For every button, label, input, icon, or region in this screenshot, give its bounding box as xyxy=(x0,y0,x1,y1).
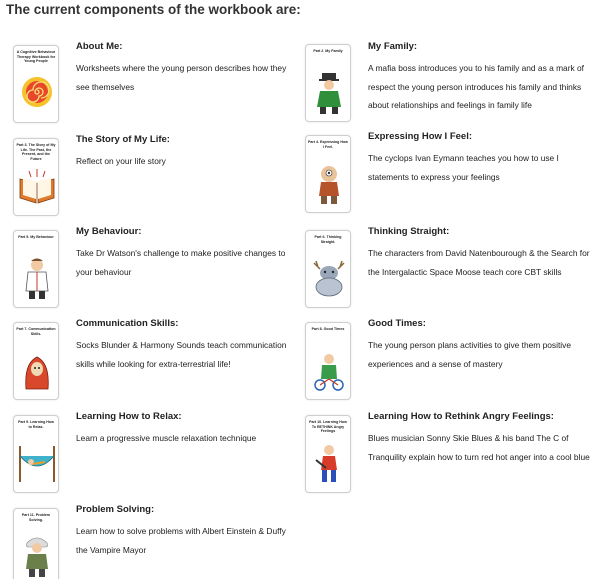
component-item xyxy=(6,223,296,313)
workbook-thumbnail: Part 4. Expressing How I Feel. xyxy=(305,135,351,213)
workbook-thumbnail: A Cognitive Behaviour Therapy Workbook for Young People xyxy=(13,45,59,123)
component-description: A mafia boss introduces you to his family and as a mark of respect the young person introduces his family and thinks about relationships and feelings in family life xyxy=(368,63,584,110)
component-title: About Me: xyxy=(76,41,123,52)
component-description: Socks Blunder & Harmony Sounds teach communication skills while looking for extra-terrestrial life! xyxy=(76,340,287,369)
component-title: Learning How to Relax: xyxy=(76,411,182,422)
component-description: The young person plans activities to give them positive experiences and a sense of mastery xyxy=(368,340,571,369)
component-item xyxy=(298,408,588,498)
component-description: Take Dr Watson's challenge to make positive changes to your behaviour xyxy=(76,248,286,277)
component-description: Blues musician Sonny Skie Blues & his band The C of Tranquility explain how to turn red hot anger into a cool blue xyxy=(368,433,590,462)
open-book-icon xyxy=(17,167,57,207)
moose-icon xyxy=(310,257,348,301)
component-title: Problem Solving: xyxy=(76,504,155,515)
workbook-thumbnail: Part 10. Learning How To RETHINK Angry Feelings xyxy=(305,415,351,493)
doctor-icon xyxy=(18,257,56,301)
page-heading: The current components of the workbook are: xyxy=(6,2,301,17)
component-item xyxy=(6,38,296,128)
workbook-thumbnail: Part 6. Thinking Straight. xyxy=(305,230,351,308)
component-item xyxy=(298,315,588,405)
cyclops-icon xyxy=(310,162,348,206)
component-title: Expressing How I Feel: xyxy=(368,131,472,142)
workbook-thumbnail: Part 3. The Story of My Life. The Past, the Present, and the Future xyxy=(13,138,59,216)
component-item xyxy=(298,223,588,313)
component-item xyxy=(298,38,588,128)
component-description: Learn how to solve problems with Albert Einstein & Duffy the Vampire Mayor xyxy=(76,526,286,555)
component-item xyxy=(298,128,588,218)
party-icon xyxy=(310,349,348,393)
component-title: Thinking Straight: xyxy=(368,226,450,237)
musician-icon xyxy=(310,442,348,486)
component-title: Communication Skills: xyxy=(76,318,179,329)
component-item xyxy=(6,131,296,221)
component-title: My Family: xyxy=(368,41,418,52)
component-item xyxy=(6,501,296,579)
component-item xyxy=(6,408,296,498)
component-description: Worksheets where the young person describes how they see themselves xyxy=(76,63,287,92)
component-item xyxy=(6,315,296,405)
workbook-thumbnail: Part 9. Learning How to Relax. xyxy=(13,415,59,493)
workbook-thumbnail: Part 7. Communication Skills. xyxy=(13,322,59,400)
workbook-thumbnail: Part 11. Problem Solving. xyxy=(13,508,59,579)
alien-icon xyxy=(18,349,56,393)
workbook-thumbnail: Part 8. Good Times xyxy=(305,322,351,400)
workbook-thumbnail: Part 2. My Family xyxy=(305,44,351,122)
component-title: The Story of My Life: xyxy=(76,134,170,145)
component-title: My Behaviour: xyxy=(76,226,142,237)
component-title: Learning How to Rethink Angry Feelings: xyxy=(368,411,554,422)
component-title: Good Times: xyxy=(368,318,426,329)
mafia-boss-icon xyxy=(310,71,348,115)
component-description: Learn a progressive muscle relaxation technique xyxy=(76,433,257,443)
einstein-icon xyxy=(18,535,56,579)
component-description: The cyclops Ivan Eymann teaches you how to use I statements to express your feelings xyxy=(368,153,559,182)
workbook-thumbnail: Part 5. My Behaviour xyxy=(13,230,59,308)
sun-spiral-icon xyxy=(18,72,56,112)
component-description: Reflect on your life story xyxy=(76,156,166,166)
component-description: The characters from David Natenbourough & the Search for the Intergalactic Space Moose teach core CBT skills xyxy=(368,248,590,277)
hammock-icon xyxy=(17,442,57,486)
